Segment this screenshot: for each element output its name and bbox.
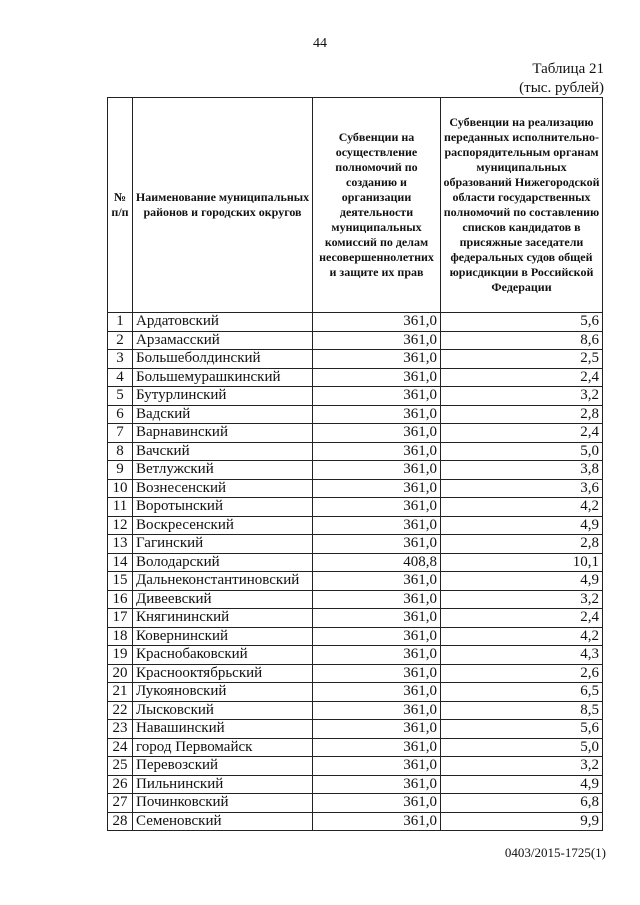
row-commission-value: 361,0 bbox=[313, 535, 441, 554]
header-name: Наименование муниципальных районов и городских округов bbox=[133, 98, 313, 313]
row-name: Дальнеконстантиновский bbox=[133, 572, 313, 591]
table-row bbox=[108, 812, 603, 831]
row-number: 16 bbox=[108, 590, 133, 609]
header-commission-subsidy: Субвенции на осуществление полномочий по созданию и организации деятельности муниципальных комиссий по делам несовершеннолетних и защите их прав bbox=[313, 98, 441, 313]
table-row bbox=[108, 572, 603, 591]
table-row bbox=[108, 442, 603, 461]
table-row bbox=[108, 553, 603, 572]
table-row bbox=[108, 313, 603, 332]
table-row bbox=[108, 405, 603, 424]
table-row bbox=[108, 590, 603, 609]
row-jurors-value: 5,6 bbox=[441, 720, 603, 739]
row-commission-value: 361,0 bbox=[313, 646, 441, 665]
row-number: 19 bbox=[108, 646, 133, 665]
table-row bbox=[108, 757, 603, 776]
header-number: № п/п bbox=[108, 98, 133, 313]
subsidies-table bbox=[107, 97, 603, 831]
row-commission-value: 361,0 bbox=[313, 664, 441, 683]
row-jurors-value: 3,2 bbox=[441, 590, 603, 609]
row-jurors-value: 4,9 bbox=[441, 572, 603, 591]
row-jurors-value: 4,2 bbox=[441, 627, 603, 646]
table-row bbox=[108, 738, 603, 757]
row-jurors-value: 2,8 bbox=[441, 535, 603, 554]
row-jurors-value: 10,1 bbox=[441, 553, 603, 572]
row-jurors-value: 3,2 bbox=[441, 387, 603, 406]
row-jurors-value: 2,4 bbox=[441, 368, 603, 387]
row-commission-value: 361,0 bbox=[313, 387, 441, 406]
row-commission-value: 361,0 bbox=[313, 757, 441, 776]
row-jurors-value: 5,6 bbox=[441, 313, 603, 332]
row-jurors-value: 3,6 bbox=[441, 479, 603, 498]
row-commission-value: 361,0 bbox=[313, 572, 441, 591]
row-name: Бутурлинский bbox=[133, 387, 313, 406]
row-number: 20 bbox=[108, 664, 133, 683]
row-number: 9 bbox=[108, 461, 133, 480]
row-number: 10 bbox=[108, 479, 133, 498]
row-name: Гагинский bbox=[133, 535, 313, 554]
row-name: Варнавинский bbox=[133, 424, 313, 443]
table-row bbox=[108, 498, 603, 517]
row-name: Воскресенский bbox=[133, 516, 313, 535]
row-jurors-value: 8,6 bbox=[441, 331, 603, 350]
row-commission-value: 361,0 bbox=[313, 424, 441, 443]
row-commission-value: 361,0 bbox=[313, 331, 441, 350]
row-commission-value: 361,0 bbox=[313, 405, 441, 424]
units-label: (тыс. рублей) bbox=[519, 80, 604, 96]
row-name: Княгининский bbox=[133, 609, 313, 628]
row-number: 27 bbox=[108, 794, 133, 813]
table-row bbox=[108, 794, 603, 813]
table-row bbox=[108, 627, 603, 646]
table-row bbox=[108, 720, 603, 739]
document-code: 0403/2015-1725(1) bbox=[504, 845, 606, 860]
row-number: 17 bbox=[108, 609, 133, 628]
row-number: 23 bbox=[108, 720, 133, 739]
table-row bbox=[108, 331, 603, 350]
row-number: 15 bbox=[108, 572, 133, 591]
row-number: 8 bbox=[108, 442, 133, 461]
row-commission-value: 361,0 bbox=[313, 812, 441, 831]
row-commission-value: 361,0 bbox=[313, 683, 441, 702]
row-name: Вадский bbox=[133, 405, 313, 424]
row-name: Краснобаковский bbox=[133, 646, 313, 665]
row-jurors-value: 8,5 bbox=[441, 701, 603, 720]
row-number: 24 bbox=[108, 738, 133, 757]
row-commission-value: 361,0 bbox=[313, 516, 441, 535]
table-row bbox=[108, 535, 603, 554]
row-commission-value: 361,0 bbox=[313, 590, 441, 609]
row-name: город Первомайск bbox=[133, 738, 313, 757]
row-jurors-value: 4,9 bbox=[441, 516, 603, 535]
row-number: 4 bbox=[108, 368, 133, 387]
row-name: Ветлужский bbox=[133, 461, 313, 480]
row-name: Вачский bbox=[133, 442, 313, 461]
row-number: 5 bbox=[108, 387, 133, 406]
table-row bbox=[108, 461, 603, 480]
row-jurors-value: 4,3 bbox=[441, 646, 603, 665]
row-number: 21 bbox=[108, 683, 133, 702]
row-jurors-value: 3,8 bbox=[441, 461, 603, 480]
row-commission-value: 361,0 bbox=[313, 498, 441, 517]
row-commission-value: 361,0 bbox=[313, 461, 441, 480]
row-number: 3 bbox=[108, 350, 133, 369]
row-number: 22 bbox=[108, 701, 133, 720]
row-number: 1 bbox=[108, 313, 133, 332]
row-name: Лукояновский bbox=[133, 683, 313, 702]
table-row bbox=[108, 387, 603, 406]
table-row bbox=[108, 701, 603, 720]
table-row bbox=[108, 368, 603, 387]
row-commission-value: 361,0 bbox=[313, 313, 441, 332]
row-commission-value: 361,0 bbox=[313, 609, 441, 628]
row-number: 28 bbox=[108, 812, 133, 831]
row-number: 6 bbox=[108, 405, 133, 424]
row-number: 25 bbox=[108, 757, 133, 776]
row-number: 7 bbox=[108, 424, 133, 443]
row-number: 11 bbox=[108, 498, 133, 517]
row-commission-value: 361,0 bbox=[313, 350, 441, 369]
table-row bbox=[108, 683, 603, 702]
page-number: 44 bbox=[313, 36, 327, 51]
table-row bbox=[108, 516, 603, 535]
table-row bbox=[108, 775, 603, 794]
row-jurors-value: 4,9 bbox=[441, 775, 603, 794]
row-jurors-value: 9,9 bbox=[441, 812, 603, 831]
row-jurors-value: 2,4 bbox=[441, 424, 603, 443]
row-jurors-value: 3,2 bbox=[441, 757, 603, 776]
row-commission-value: 361,0 bbox=[313, 738, 441, 757]
table-label: Таблица 21 bbox=[532, 61, 604, 77]
row-number: 13 bbox=[108, 535, 133, 554]
row-jurors-value: 5,0 bbox=[441, 738, 603, 757]
row-jurors-value: 5,0 bbox=[441, 442, 603, 461]
row-jurors-value: 6,8 bbox=[441, 794, 603, 813]
row-commission-value: 361,0 bbox=[313, 775, 441, 794]
row-name: Воротынский bbox=[133, 498, 313, 517]
row-jurors-value: 4,2 bbox=[441, 498, 603, 517]
row-name: Володарский bbox=[133, 553, 313, 572]
row-jurors-value: 6,5 bbox=[441, 683, 603, 702]
table-row bbox=[108, 479, 603, 498]
row-jurors-value: 2,6 bbox=[441, 664, 603, 683]
row-number: 26 bbox=[108, 775, 133, 794]
row-commission-value: 361,0 bbox=[313, 701, 441, 720]
table-body bbox=[108, 313, 603, 831]
table-caption bbox=[519, 60, 604, 98]
row-commission-value: 361,0 bbox=[313, 627, 441, 646]
row-commission-value: 361,0 bbox=[313, 794, 441, 813]
header-jurors-subsidy: Субвенции на реализацию переданных исполнительно-распорядительным органам муниципальных образований Нижегородской области государственных полномочий по составлению списков кандидатов в присяжные заседатели федеральных судов общей юрисдикции в Российской Федерации bbox=[441, 98, 603, 313]
row-name: Большеболдинский bbox=[133, 350, 313, 369]
row-name: Дивеевский bbox=[133, 590, 313, 609]
row-commission-value: 408,8 bbox=[313, 553, 441, 572]
row-name: Перевозский bbox=[133, 757, 313, 776]
row-name: Навашинский bbox=[133, 720, 313, 739]
row-name: Починковский bbox=[133, 794, 313, 813]
table-row bbox=[108, 609, 603, 628]
row-jurors-value: 2,4 bbox=[441, 609, 603, 628]
row-number: 2 bbox=[108, 331, 133, 350]
table-row bbox=[108, 350, 603, 369]
row-commission-value: 361,0 bbox=[313, 368, 441, 387]
table-row bbox=[108, 646, 603, 665]
row-name: Вознесенский bbox=[133, 479, 313, 498]
row-name: Ковернинский bbox=[133, 627, 313, 646]
row-jurors-value: 2,5 bbox=[441, 350, 603, 369]
row-commission-value: 361,0 bbox=[313, 720, 441, 739]
row-commission-value: 361,0 bbox=[313, 479, 441, 498]
row-commission-value: 361,0 bbox=[313, 442, 441, 461]
row-number: 18 bbox=[108, 627, 133, 646]
table-row bbox=[108, 664, 603, 683]
row-name: Лысковский bbox=[133, 701, 313, 720]
row-number: 12 bbox=[108, 516, 133, 535]
row-name: Ардатовский bbox=[133, 313, 313, 332]
row-jurors-value: 2,8 bbox=[441, 405, 603, 424]
row-name: Краснооктябрьский bbox=[133, 664, 313, 683]
row-name: Большемурашкинский bbox=[133, 368, 313, 387]
row-name: Пильнинский bbox=[133, 775, 313, 794]
table-row bbox=[108, 424, 603, 443]
table-header-row bbox=[108, 98, 603, 313]
row-name: Арзамасский bbox=[133, 331, 313, 350]
row-name: Семеновский bbox=[133, 812, 313, 831]
row-number: 14 bbox=[108, 553, 133, 572]
